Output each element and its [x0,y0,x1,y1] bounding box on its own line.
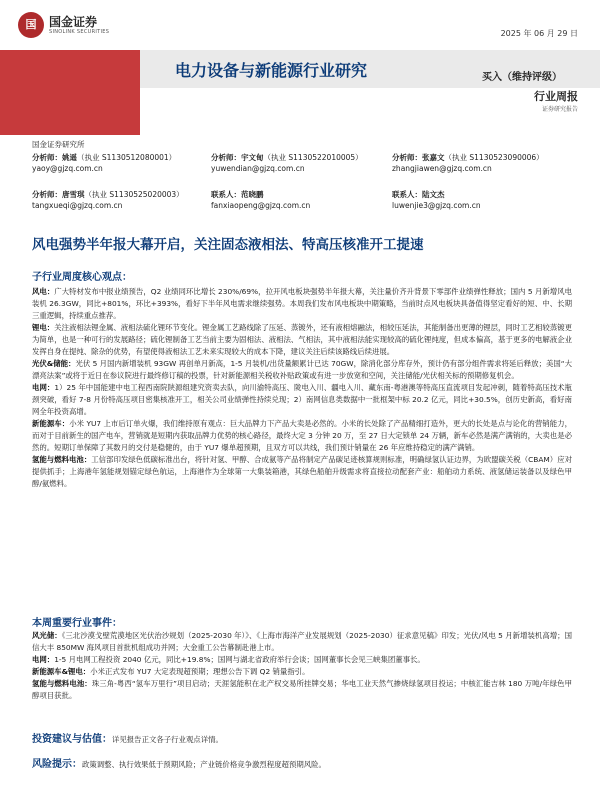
paragraph-label: 新能源车&锂电： [32,667,91,676]
paragraph-text: 1-5 月电网工程投资 2040 亿元，同比+19.8%；国网与湖北省政府举行会谈；国网董事长会见三峡集团董事长。 [54,655,425,664]
analyst-entry [32,189,184,211]
analyst-email[interactable]: yuwendian@gjzq.com.cn [211,164,305,173]
paragraph-pv-storage [32,358,572,382]
headline: 风电强势半年报大幕开启，关注固态液相法、特高压核准开工提速 [32,237,424,253]
event-wind-solar-storage [32,630,572,654]
analyst-email[interactable]: tangxueqi@gjzq.com.cn [32,201,123,210]
analyst-entry [392,152,544,174]
analyst-name: 分析师：姚遥 [32,153,77,162]
logo-mark: 国 [18,12,44,38]
paragraph-text: 珠三角-粤西“氢车万里行”项目启动；天涯氢能积在北产权交易所挂牌交易；华电工业天然气掺烧绿氢项目投运；中核汇能吉林 180 万吨/年绿色甲醇项目获批。 [32,679,572,700]
risk-text: 政策调整、执行效果低于预期风险；产业链价格竞争激烈程度超预期风险。 [82,760,326,769]
analyst-cert: （执业 S1130522010005） [263,153,363,162]
section-heading-events: 本周重要行业事件： [32,618,122,629]
event-nev-lithium [32,666,572,678]
core-views-body [32,286,572,490]
paragraph-label: 风电： [32,287,55,296]
analyst-cert: （执业 S1130523090006） [444,153,544,162]
risk-warning [32,759,572,771]
contact-email[interactable]: fanxiaopeng@gjzq.com.cn [211,201,311,210]
paragraph-label: 氢能与燃料电池： [32,455,92,464]
section-heading-core: 子行业周度核心观点： [32,272,132,283]
paragraph-text: 工信部印发绿色低碳标准出台，将针对氢、甲醇、合成氨等产品将制定产品碳足迹核算规则标准，明确绿氢认证边界，为欧盟碳关税（CBAM）应对提供抓手；上海港年氢能规划锚定绿色航运，上海港作为全球第一大集装箱港，其绿色船舶升级需求将直接拉动配套产业：船舶动力系统、液氢储运装备以及绿色甲醇/氨燃料。 [32,455,572,488]
contact-entry [211,189,310,211]
paragraph-text: 广大特材发布中报业绩预告，Q2 业绩同环比增长 230%/69%，拉开风电板块强势半年报大幕，关注量价齐升背景下零部件业绩弹性释放；国内 5 月新增风电装机 26.3GW，同比+801%，环比+393%，看好下半年风电需求继续强势。本周我们发布风电板块中期策略，当前时点风电板块具备值得坚定看好的短、中、长期三重逻辑，持续重点推荐。 [32,287,572,320]
institute-name: 国金证券研究所 [32,140,85,149]
analyst-name: 分析师：唐雪琪 [32,190,85,199]
company-logo [18,12,128,42]
risk-heading: 风险提示： [32,759,82,770]
analyst-cert: （执业 S1130525020003） [84,190,184,199]
paragraph-label: 新能源车： [32,419,70,428]
advice-text: 详见报告正文各子行业观点详情。 [112,735,223,744]
paragraph-text: 1）25 年中国能建中电工程西南院陕源组建究资卖去队，向川渝特高压、陇电入川、疆电入川、藏东南-粤港澳等特高压直流项目发起冲刺，随着特高压技术瓶颈突破，看好 7-8 月份特高压项目密集核准开工，相关公司业绩弹性持续兑现；2）南网信息类数据中一批框架中标 20.2 亿元，同比+30.5%，创历史新高，看好南网全年投资高增。 [32,383,572,416]
report-series: 证券研究报告 [541,106,578,113]
events-body [32,630,572,702]
paragraph-lithium [32,322,572,358]
paragraph-label: 光伏&储能： [32,359,76,368]
paragraph-hydrogen [32,454,572,490]
contact-entry [392,189,481,211]
investment-advice [32,734,572,746]
paragraph-text: 光伏 5 月国内新增装机 93GW 再创单月新高，1-5 月装机/出货量额累计已达 70GW，除消化部分库存外，预计仍有部分组件需求将延后释放；美国“大漂亮法案”或将于近日在参议院进行最终修订稿的投票，针对新能源相关税收补贴政策或有进一步放宽和空间，关注储能/光伏相关标的预期修复机会。 [32,359,573,380]
logo-english: SINOLINK SECURITIES [49,29,110,35]
paragraph-label: 氢能与燃料电池： [32,679,92,688]
analyst-entry [32,152,176,174]
paragraph-text: 小米 YU7 上市后订单火爆，我们维持原有观点：巨大品牌力下产品大卖是必然的。小米的长处除了产品精细打造外，更大的长处是点与论化的营销能力，而对于目前新生的国产电车，营销就是短期内获取品牌力优势的核心路径，最终大定 3 分钟 20 万，至 27 日大定锁单 24 万辆，新车必然是满产满销的，大卖也是必然的。短期订单保障了其数月的交付是稳健的，由于 YU7 爆单超预期，且双方可以共线，我们预计销量在 26 年应维持稳定的满产满销。 [32,419,572,452]
report-title: 电力设备与新能源行业研究 [175,61,368,80]
contact-name: 联系人：范晓鹏 [211,190,264,199]
paragraph-wind [32,286,572,322]
header-accent-bar [0,50,140,135]
paragraph-label: 电网： [32,383,55,392]
logo-name: 国金证券 [49,15,98,29]
analyst-entry [211,152,363,174]
analyst-name: 分析师：张嘉文 [392,153,445,162]
contact-email[interactable]: luwenjie3@gjzq.com.cn [392,201,481,210]
paragraph-label: 风光储： [32,631,62,640]
paragraph-text: 小米正式发布 YU7 大定表现超预期；理想公告下调 Q2 销量指引。 [90,667,310,676]
contact-name: 联系人：陆文杰 [392,190,445,199]
analyst-cert: （执业 S1130512080001） [77,153,177,162]
paragraph-label: 电网： [32,655,55,664]
analyst-email[interactable]: zhangjiawen@gjzq.com.cn [392,164,492,173]
paragraph-label: 锂电： [32,323,55,332]
rating-badge: 买入（维持评级） [482,72,562,83]
advice-heading: 投资建议与估值： [32,734,112,745]
paragraph-text: 《三北沙漠戈壁荒漠地区光伏治沙规划（2025-2030 年）》、《上海市海洋产业发展规划（2025-2030）征求意见稿》印发；光伏/风电 5 月新增装机高增；国信大丰 850MW 海风项目首批机组成功并网；大金重工公告幕制赴港上市。 [32,631,572,652]
event-hydrogen [32,678,572,702]
paragraph-text: 关注液相法锂金属、液相法硫化锂环节变化。锂金属工艺路线除了压延、蒸镀外，还有液相熔融法，相较压延法，其能制备出更薄的锂层，同时工艺相较蒸镀更为简单，也是一种可行的发展路径；硫化锂制备工艺当前主要为固相法、液相法、气相法，其中液相法能实现较高的硫化锂纯度，但成本偏高，基于更多的电解液企业发挥自身在提纯、除杂的优势，有望使得液相法工艺未来实现较大的成本下降，建议关注后续该路线后续进展。 [32,323,572,356]
analyst-name: 分析师：宇文甸 [211,153,264,162]
paragraph-grid [32,382,572,418]
report-date: 2025 年 06 月 29 日 [500,29,578,38]
event-grid [32,654,572,666]
paragraph-nev [32,418,572,454]
analyst-email[interactable]: yaoy@gjzq.com.cn [32,164,103,173]
report-type: 行业周报 [534,90,578,103]
